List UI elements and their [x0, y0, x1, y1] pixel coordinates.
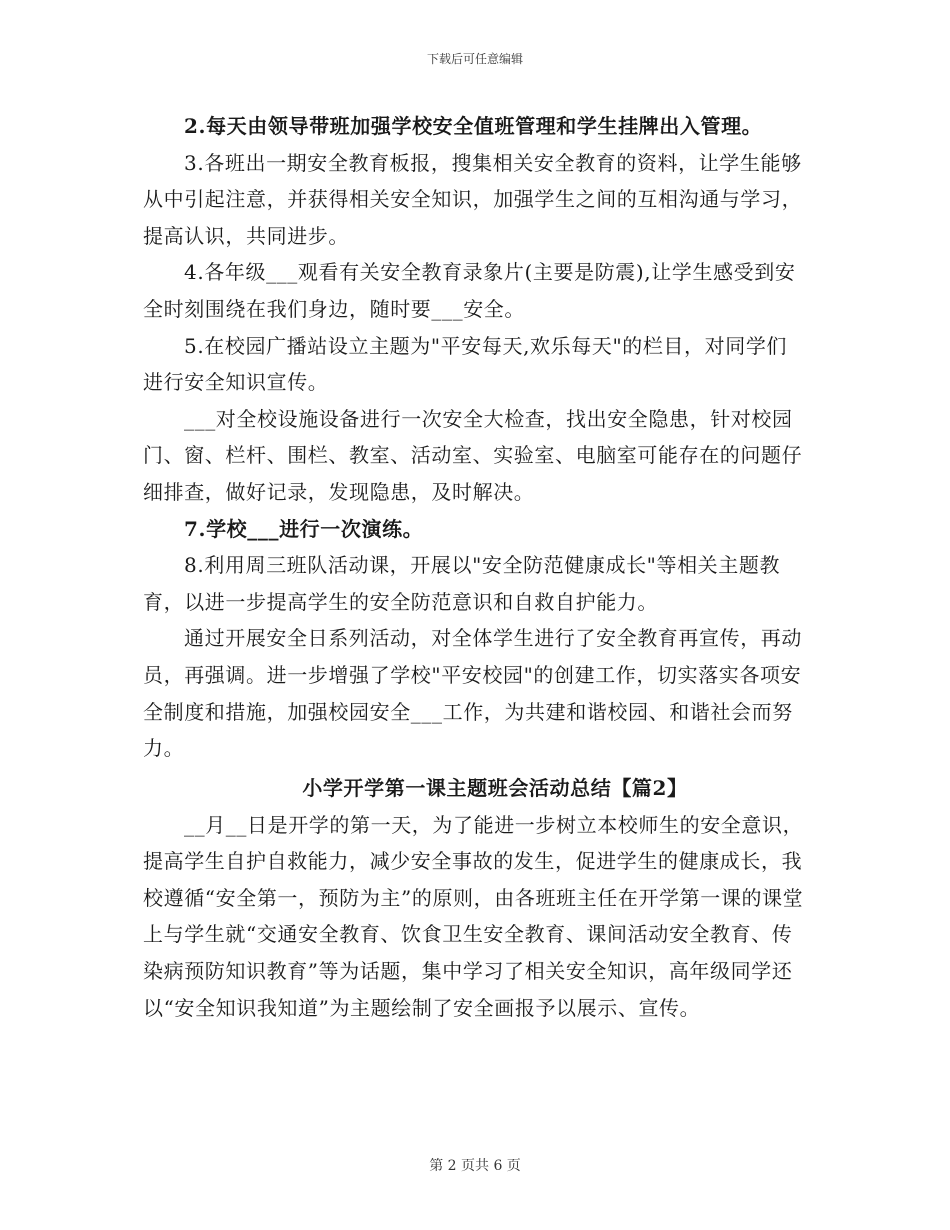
paragraph-item-4: 4.各年级___观看有关安全教育录象片(主要是防震),让学生感受到安全时刻围绕在我们身边，随时要___安全。 — [143, 260, 796, 321]
paragraph-item-3: 3.各班出一期安全教育板报，搜集相关安全教育的资料，让学生能够从中引起注意，并获得相关安全知识，加强学生之间的互相沟通与学习，提高认识，共同进步。 — [143, 150, 803, 248]
paragraph-item-6: ___对全校设施设备进行一次安全大检查，找出安全隐患，针对校园门、窗、栏杆、围栏、教室、活动室、实验室、电脑室可能存在的问题仔细排查，做好记录，发现隐患，及时解决。 — [143, 406, 803, 504]
section-paragraph: __月__日是开学的第一天，为了能进一步树立本校师生的安全意识，提高学生自护自救能力，减少安全事故的发生，促进学生的健康成长，我校遵循“安全第一，预防为主”的原则，由各班班主任在开学第一课的课堂上与学生就“交通安全教育、饮食卫生安全教育、课间活动安全教育、传染病预防知识教育”等为话题，集中学习了相关安全知识，高年级同学还以“安全知识我知道”为主题绘制了安全画报予以展示、宣传。 — [143, 812, 804, 1020]
page-header: 下载后可任意编辑 — [426, 52, 523, 66]
section-title: 小学开学第一课主题班会活动总结【篇2】 — [302, 775, 688, 800]
paragraph-item-8: 8.利用周三班队活动课，开展以"安全防范健康成长"等相关主题教育，以进一步提高学生的安全防范意识和自救自护能力。 — [143, 553, 781, 614]
document-body — [143, 108, 807, 1026]
paragraph-summary: 通过开展安全日系列活动，对全体学生进行了安全教育再宣传，再动员，再强调。进一步增强了学校"平安校园"的创建工作，切实落实各项安全制度和措施，加强校园安全___工作，为共建和谐校园、和谐社会而努力。 — [143, 626, 802, 761]
paragraph-item-5: 5.在校园广播站设立主题为"平安每天,欢乐每天"的栏目，对同学们进行安全知识宣传。 — [143, 333, 788, 395]
paragraph-item-2: 2.每天由领导带班加强学校安全值班管理和学生挂牌出入管理。 — [184, 114, 763, 138]
page-footer: 第 2 页共 6 页 — [429, 1158, 521, 1174]
paragraph-item-7: 7.学校___进行一次演练。 — [184, 516, 424, 541]
